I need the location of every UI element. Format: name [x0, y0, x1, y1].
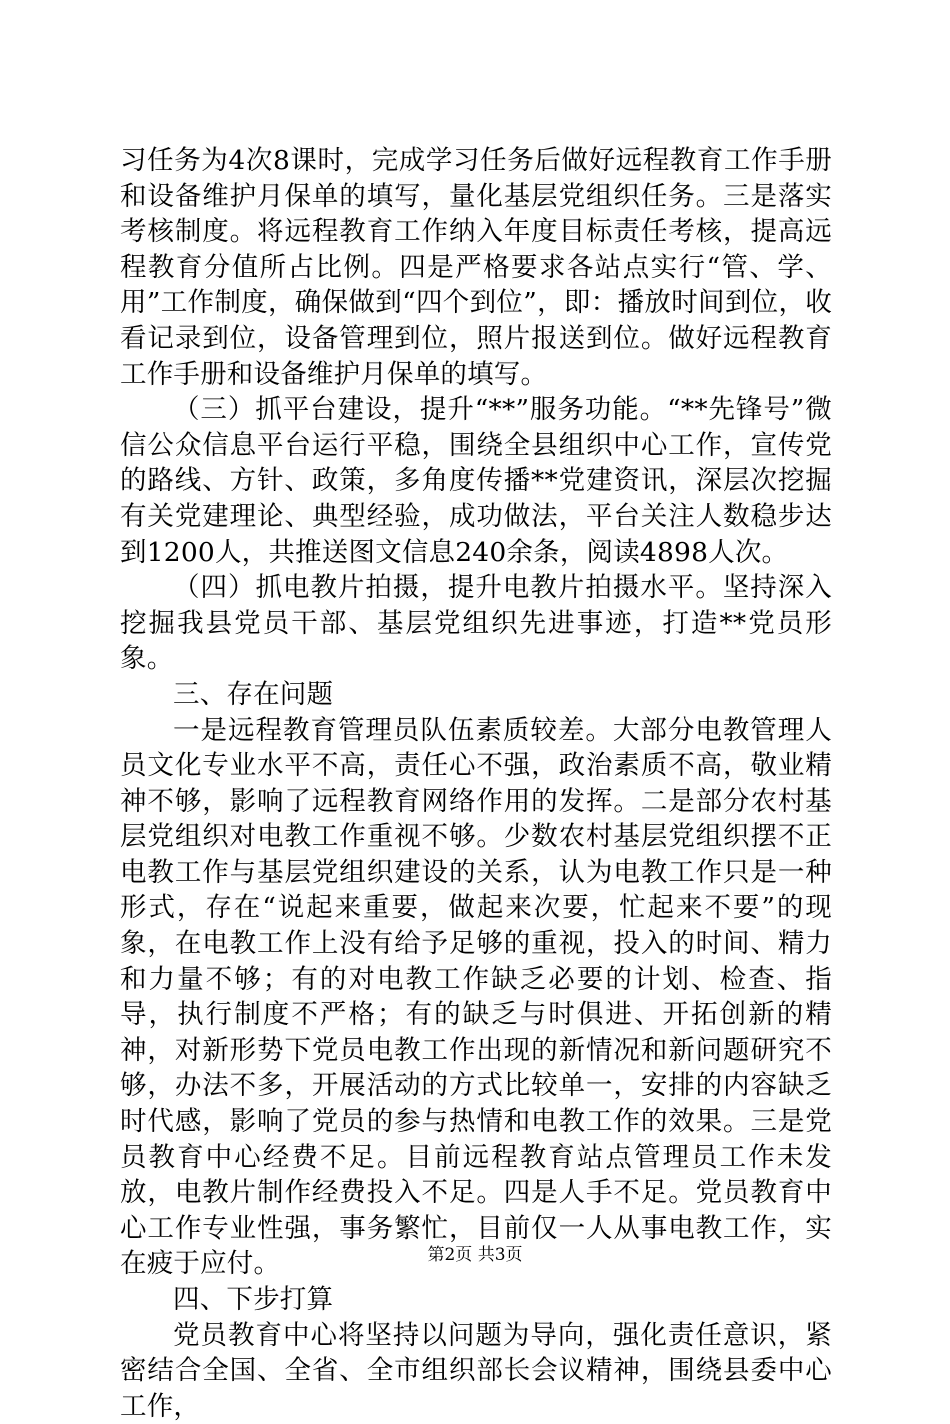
document-body	[120, 143, 832, 1424]
paragraph-continuation: 习任务为4次8课时，完成学习任务后做好远程教育工作手册和设备维护月保单的填写，量化基层党组织任务。三是落实考核制度。将远程教育工作纳入年度目标责任考核，提高远程教育分值所占比例。四是严格要求各站点实行“管、学、用”工作制度，确保做到“四个到位”，即：播放时间到位，收看记录到位，设备管理到位，照片报送到位。做好远程教育工作手册和设备维护月保单的填写。	[120, 145, 832, 390]
paragraph-video-shooting: （四）抓电教片拍摄，提升电教片拍摄水平。坚持深入挖掘我县党员干部、基层党组织先进事迹，打造**党员形象。	[120, 572, 832, 675]
paragraph-problems: 一是远程教育管理员队伍素质较差。大部分电教管理人员文化专业水平不高，责任心不强，政治素质不高，敬业精神不够，影响了远程教育网络作用的发挥。二是部分农村基层党组织对电教工作重视不够。少数农村基层党组织摆不正电教工作与基层党组织建设的关系，认为电教工作只是一种形式，存在“说起来重要，做起来次要，忙起来不要”的现象，在电教工作上没有给予足够的重视，投入的时间、精力和力量不够；有的对电教工作缺乏必要的计划、检查、指导，执行制度不严格；有的缺乏与时俱进、开拓创新的精神，对新形势下党员电教工作出现的新情况和新问题研究不够，办法不多，开展活动的方式比较单一，安排的内容缺乏时代感，影响了党员的参与热情和电教工作的效果。三是党员教育中心经费不足。目前远程教育站点管理员工作未发放，电教片制作经费投入不足。四是人手不足。党员教育中心工作专业性强，事务繁忙，目前仅一人从事电教工作，实在疲于应付。	[120, 714, 832, 1280]
paragraph-platform-building: （三）抓平台建设，提升“**”服务功能。“**先锋号”微信公众信息平台运行平稳，围绕全县组织中心工作，宣传党的路线、方针、政策，多角度传播**党建资讯，深层次挖掘有关党建理论、典型经验，成功做法，平台关注人数稳步达到1200人，共推送图文信息240余条，阅读4898人次。	[120, 394, 832, 568]
section-heading-problems: 三、存在问题	[173, 678, 334, 710]
page-number-footer: 第2页 共3页	[427, 1245, 523, 1265]
section-heading-next-steps: 四、下步打算	[173, 1284, 334, 1315]
paragraph-next-steps: 党员教育中心将坚持以问题为导向，强化责任意识，紧密结合全国、全省、全市组织部长会议精神，围绕县委中心工作，	[120, 1319, 832, 1422]
